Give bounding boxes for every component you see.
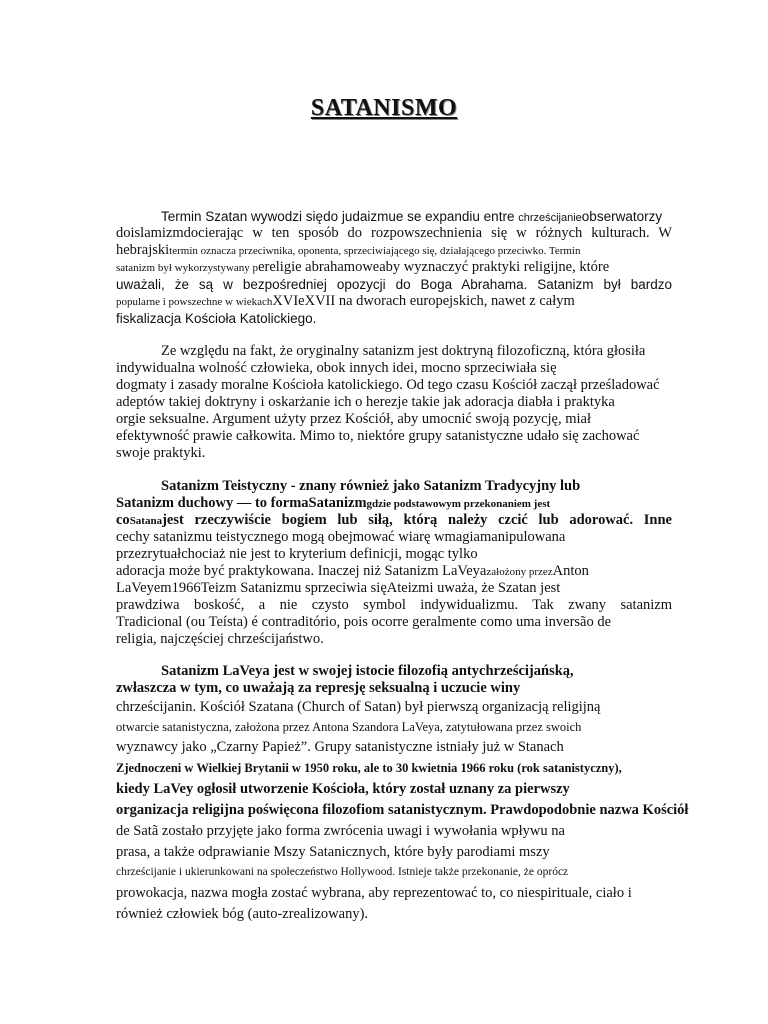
- text-line: zwłaszcza w tym, co uważają za represję seksualną i uczucie winy: [116, 680, 521, 696]
- paragraph-2: [116, 343, 672, 462]
- text-line: prawdziwa boskość, a nie czysto symbol indywidualizmu. Tak zwany satanizm: [116, 597, 672, 613]
- text-line: Satanizm duchowy — to formaSatanizmgdzie podstawowym przekonaniem jest: [116, 495, 551, 511]
- text-line: efektywność prawie całkowita. Mimo to, niektóre grupy satanistyczne udało się zachować: [116, 428, 640, 444]
- paragraph-3: [116, 478, 672, 648]
- text-line: cechy satanizmu teistycznego mogą obejmować wiarę wmagiamanipulowana: [116, 529, 566, 545]
- text-line: dogmaty i zasady moralne Kościoła katolickiego. Od tego czasu Kościół zaczął prześladować: [116, 377, 660, 393]
- text-line: popularne i powszechne w wiekachXVIeXVII na dworach europejskich, nawet z całym: [116, 293, 575, 309]
- text-line: orgie seksualne. Argument użyty przez Kościół, aby umocnić swoją pozycję, miał: [116, 411, 592, 427]
- text-line: de Satã zostało przyjęte jako forma zwrócenia uwagi i wywołania wpływu na: [116, 823, 565, 839]
- paragraph-1: [116, 208, 672, 327]
- text-line: przezrytuałchociaż nie jest to kryterium definicji, mogąc tylko: [116, 546, 478, 562]
- text-line: fiskalizacja Kościoła Katolickiego.: [116, 311, 317, 326]
- text-line: hebrajskitermin oznacza przeciwnika, oponenta, sprzeciwiającego się, działającego przeciwko. Termin: [116, 242, 581, 258]
- text-line: Ze względu na fakt, że oryginalny satanizm jest doktryną filozoficzną, która głosiła: [161, 343, 646, 359]
- page-title: SATANISMO: [310, 95, 458, 121]
- text-line: otwarcie satanistyczna, założona przez Antona Szandora LaVeya, zatytułowana przez swoich: [116, 720, 582, 734]
- text-line: również człowiek bóg (auto-zrealizowany).: [116, 906, 369, 922]
- text-line: religia, najczęściej chrześcijaństwo.: [116, 631, 324, 647]
- text-line: organizacja religijna poświęcona filozofiom satanistycznym. Prawdopodobnie nazwa Kościół: [116, 802, 689, 818]
- text-line: doislamizmdocierając w ten sposób do rozpowszechnienia się w różnych kulturach. W: [116, 225, 672, 241]
- text-line: prowokacja, nazwa mogła zostać wybrana, aby reprezentować to, co niespirituale, ciało i: [116, 885, 632, 901]
- text-line: adoracja może być praktykowana. Inaczej niż Satanizm LaVeyazałożony przezAnton: [116, 563, 589, 579]
- text-line: LaVeyem1966Teizm Satanizmu sprzeciwia sięAteizmi uważa, że Szatan jest: [116, 580, 561, 596]
- text-line: indywidualna wolność człowieka, obok innych idei, mocno sprzeciwiała się: [116, 360, 557, 376]
- text-line: kiedy LaVey ogłosił utworzenie Kościoła, który został uznany za pierwszy: [116, 781, 570, 797]
- text-line: Satanizm LaVeya jest w swojej istocie filozofią antychrześcijańską,: [161, 663, 574, 679]
- text-line: Tradicional (ou Teísta) é contraditório, pois ocorre geralmente como uma inversão de: [116, 614, 612, 630]
- text-line: uważali, że są w bezpośredniej opozycji do Boga Abrahama. Satanizm był bardzo: [116, 277, 672, 292]
- text-line: chrześcijanin. Kościół Szatana (Church of Satan) był pierwszą organizacją religijną: [116, 699, 601, 715]
- text-line: coSatanajest rzeczywiście bogiem lub siłą, którą należy czcić lub adorować. Inne: [116, 512, 672, 528]
- text-line: Zjednoczeni w Wielkiej Brytanii w 1950 roku, ale to 30 kwietnia 1966 roku (rok satanistyczny),: [116, 761, 622, 775]
- text-line: wyznawcy jako „Czarny Papież”. Grupy satanistyczne istniały już w Stanach: [116, 739, 564, 755]
- text-line: satanizm był wykorzystywany pereligie abrahamoweaby wyznaczyć praktyki religijne, które: [116, 259, 610, 275]
- text-line: prasa, a także odprawianie Mszy Satanicznych, które były parodiami mszy: [116, 844, 550, 860]
- text-line: Satanizm Teistyczny - znany również jako Satanizm Tradycyjny lub: [161, 478, 581, 494]
- text-line: adeptów takiej doktryny i oskarżanie ich o herezje takie jak adoracja diabła i praktyka: [116, 394, 615, 410]
- paragraph-4: [116, 663, 716, 924]
- text-line: chrześcijanie i ukierunkowani na społeczeństwo Hollywood. Istnieje także przekonanie, że oprócz: [116, 866, 569, 878]
- text-line: Termin Szatan wywodzi siędo judaizmue se expandiu entre chrześcijanieobserwatorzy: [161, 209, 663, 224]
- text-line: swoje praktyki.: [116, 445, 206, 461]
